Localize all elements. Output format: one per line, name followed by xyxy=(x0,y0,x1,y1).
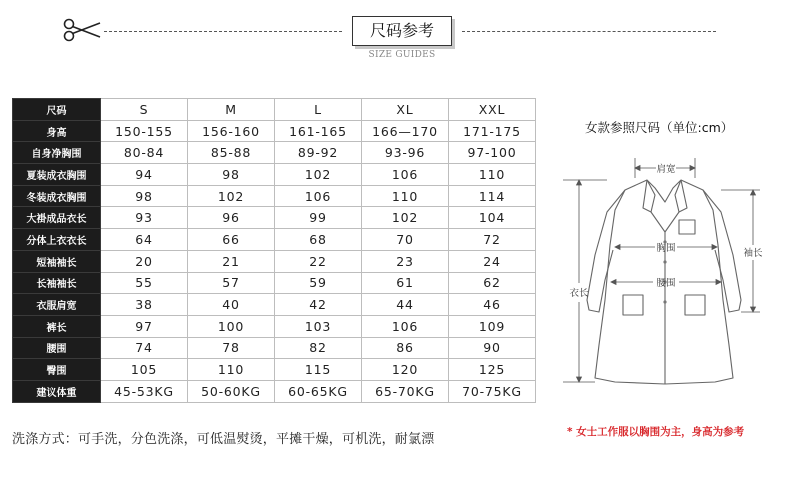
value-cell: 24 xyxy=(449,250,536,272)
label-length: 衣长 xyxy=(569,288,589,299)
value-cell: 161-165 xyxy=(275,120,362,142)
value-cell: 100 xyxy=(188,315,275,337)
row-label: 身高 xyxy=(13,120,101,142)
value-cell: 98 xyxy=(101,185,188,207)
value-cell: 22 xyxy=(275,250,362,272)
page-title: 尺码参考 xyxy=(352,16,452,46)
value-cell: 61 xyxy=(362,272,449,294)
fit-note: * 女士工作服以胸围为主，身高为参考 xyxy=(567,426,745,438)
dashed-divider-left xyxy=(104,31,342,32)
row-label: 冬装成衣胸围 xyxy=(13,185,101,207)
value-cell: 166—170 xyxy=(362,120,449,142)
table-row xyxy=(13,272,536,294)
value-cell: 115 xyxy=(275,359,362,381)
value-cell: 171-175 xyxy=(449,120,536,142)
scissors-icon xyxy=(62,17,102,43)
value-cell: 70-75KG xyxy=(449,380,536,402)
value-cell: 62 xyxy=(449,272,536,294)
coat-diagram xyxy=(555,150,780,415)
table-row xyxy=(13,359,536,381)
row-label: 尺码 xyxy=(13,99,101,121)
value-cell: 105 xyxy=(101,359,188,381)
value-cell: 70 xyxy=(362,229,449,251)
value-cell: 114 xyxy=(449,185,536,207)
table-row xyxy=(13,250,536,272)
label-waist: 腰围 xyxy=(656,278,676,289)
label-chest: 胸围 xyxy=(656,243,676,254)
value-cell: 78 xyxy=(188,337,275,359)
value-cell: 46 xyxy=(449,294,536,316)
value-cell: 72 xyxy=(449,229,536,251)
value-cell: 38 xyxy=(101,294,188,316)
value-cell: 106 xyxy=(362,315,449,337)
collar xyxy=(647,180,681,232)
value-cell: 93 xyxy=(101,207,188,229)
table-row xyxy=(13,164,536,186)
row-label: 长袖袖长 xyxy=(13,272,101,294)
value-cell: 150-155 xyxy=(101,120,188,142)
value-cell: 55 xyxy=(101,272,188,294)
value-cell: 21 xyxy=(188,250,275,272)
value-cell: 42 xyxy=(275,294,362,316)
label-sleeve: 袖长 xyxy=(743,248,763,259)
value-cell: 65-70KG xyxy=(362,380,449,402)
table-row xyxy=(13,380,536,402)
dashed-divider-right xyxy=(462,31,716,32)
value-cell: 102 xyxy=(362,207,449,229)
value-cell: 40 xyxy=(188,294,275,316)
row-label: 大褂成品衣长 xyxy=(13,207,101,229)
size-table xyxy=(12,98,536,403)
value-cell: 74 xyxy=(101,337,188,359)
value-cell: 85-88 xyxy=(188,142,275,164)
value-cell: 80-84 xyxy=(101,142,188,164)
value-cell: 102 xyxy=(188,185,275,207)
row-label: 分体上衣衣长 xyxy=(13,229,101,251)
value-cell: 64 xyxy=(101,229,188,251)
size-cell: L xyxy=(275,99,362,121)
table-row xyxy=(13,337,536,359)
table-row xyxy=(13,315,536,337)
value-cell: 20 xyxy=(101,250,188,272)
table-row xyxy=(13,142,536,164)
care-instructions: 洗涤方式：可手洗，分色洗涤，可低温熨烫，平摊干燥，可机洗，耐氯漂 xyxy=(12,432,435,447)
value-cell: 59 xyxy=(275,272,362,294)
row-label: 夏装成衣胸围 xyxy=(13,164,101,186)
value-cell: 44 xyxy=(362,294,449,316)
value-cell: 45-53KG xyxy=(101,380,188,402)
value-cell: 96 xyxy=(188,207,275,229)
value-cell: 57 xyxy=(188,272,275,294)
row-label: 腰围 xyxy=(13,337,101,359)
diagram-title: 女款参照尺码（单位:cm） xyxy=(585,120,734,135)
page-subtitle: SIZE GUIDES xyxy=(368,50,436,60)
size-cell: XL xyxy=(362,99,449,121)
size-cell: M xyxy=(188,99,275,121)
value-cell: 110 xyxy=(188,359,275,381)
value-cell: 110 xyxy=(449,164,536,186)
value-cell: 103 xyxy=(275,315,362,337)
value-cell: 50-60KG xyxy=(188,380,275,402)
value-cell: 106 xyxy=(362,164,449,186)
value-cell: 125 xyxy=(449,359,536,381)
row-label: 衣服肩宽 xyxy=(13,294,101,316)
row-label: 建议体重 xyxy=(13,380,101,402)
value-cell: 99 xyxy=(275,207,362,229)
value-cell: 104 xyxy=(449,207,536,229)
value-cell: 93-96 xyxy=(362,142,449,164)
value-cell: 90 xyxy=(449,337,536,359)
value-cell: 102 xyxy=(275,164,362,186)
size-header-row xyxy=(13,99,536,121)
row-label: 裤长 xyxy=(13,315,101,337)
row-label: 自身净胸围 xyxy=(13,142,101,164)
value-cell: 94 xyxy=(101,164,188,186)
row-label: 臀围 xyxy=(13,359,101,381)
value-cell: 23 xyxy=(362,250,449,272)
table-row xyxy=(13,229,536,251)
table-row xyxy=(13,185,536,207)
value-cell: 82 xyxy=(275,337,362,359)
size-cell: XXL xyxy=(449,99,536,121)
label-shoulder: 肩宽 xyxy=(656,164,676,175)
value-cell: 97 xyxy=(101,315,188,337)
value-cell: 156-160 xyxy=(188,120,275,142)
value-cell: 110 xyxy=(362,185,449,207)
value-cell: 98 xyxy=(188,164,275,186)
value-cell: 106 xyxy=(275,185,362,207)
value-cell: 89-92 xyxy=(275,142,362,164)
table-row xyxy=(13,120,536,142)
value-cell: 120 xyxy=(362,359,449,381)
value-cell: 68 xyxy=(275,229,362,251)
row-label: 短袖袖长 xyxy=(13,250,101,272)
value-cell: 86 xyxy=(362,337,449,359)
size-table-body xyxy=(13,99,536,403)
value-cell: 109 xyxy=(449,315,536,337)
table-row xyxy=(13,294,536,316)
value-cell: 66 xyxy=(188,229,275,251)
value-cell: 60-65KG xyxy=(275,380,362,402)
value-cell: 97-100 xyxy=(449,142,536,164)
table-row xyxy=(13,207,536,229)
size-cell: S xyxy=(101,99,188,121)
